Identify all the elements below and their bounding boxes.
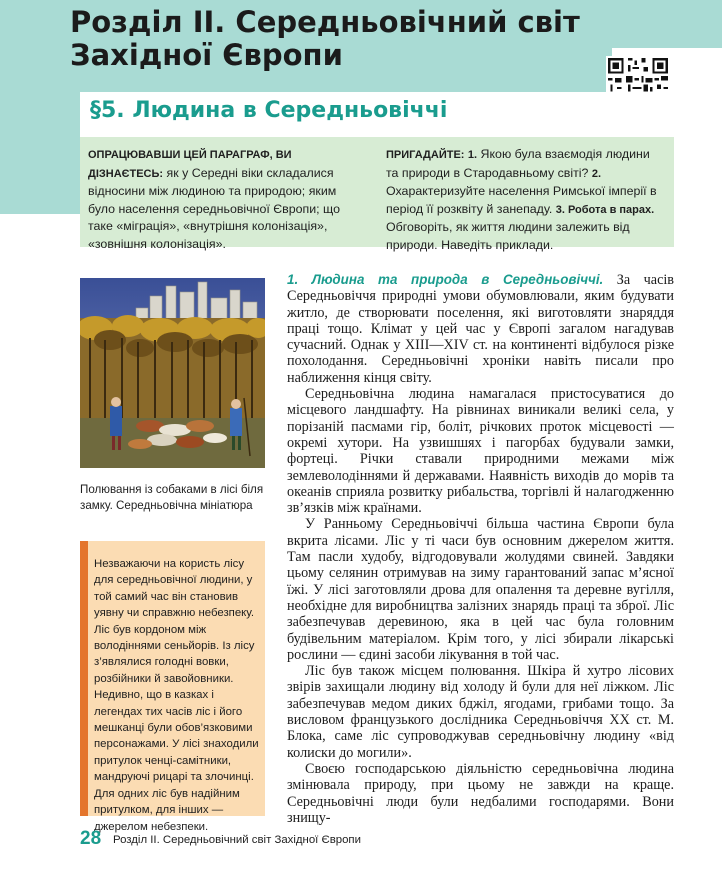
hunting-miniature-image bbox=[80, 278, 265, 468]
section-heading: 1. Людина та природа в Середньовіччі. bbox=[287, 272, 604, 287]
recall-q1-number: 1. bbox=[467, 149, 478, 161]
main-paragraph-5: Своєю господарською діяльністю середньовічна людина змінювала природу, при цьому не завжди на краще. Середньовічні люди були недбалими господарями. Вони знищу- bbox=[287, 760, 674, 826]
intro-learn-text: як у Середні віки складалися відносини між людиною та природою; яким було населення середньовічної Європи; що таке «міграція», «внутрішня колонізація», «зовнішня колонізація». bbox=[88, 165, 340, 251]
intro-learn-block bbox=[88, 146, 366, 254]
sidebar-text: Незважаючи на користь лісу для середньовічної людини, у той самий час він становив уявну чи справжню небезпеку. Ліс був кордоном між володіннями сеньйорів. Із лісу з’являлися голодні вовки, розбійники й завойовники. Недивно, що в казках і легендах тих часів ліс і його мешканці були обов’язковими персонажами. У лісі знаходили притулок ченці-самітники, мандруючі рицарі та злочинці. Для одних ліс був надійним притулком, для інших — джерелом небезпеки. bbox=[94, 558, 259, 833]
main-paragraph-3: У Ранньому Середньовіччі більша частина Європи була вкрита лісами. Ліс у ті часи був основним джерелом життя. Там пасли худобу, відгодовували жолудями свиней. Завдяки цьому селянин отримував на зиму гарантований запас м’ясної їжі. У лісі заготовляли дрова для опалення та деревне вугілля, необхідне для виробництва залізних знарядь праці та зброї. Ліс забезпечував деревиною, яка в цей час була головним будівельним матеріалом. Крім того, у лісі збирали лікарські рослини — єдині засоби лікування в той час. bbox=[287, 516, 674, 663]
figure-caption: Полювання із собаками в лісі біля замку. Середньовічна мініатюра bbox=[80, 483, 264, 512]
recall-q3-label: 3. Робота в парах. bbox=[555, 203, 655, 216]
intro-learn-label: ОПРАЦЮВАВШИ ЦЕЙ ПАРАГРАФ, ВИ ДІЗНАЄТЕСЬ: bbox=[88, 149, 292, 180]
paragraph-1-text: За часів Середньовіччя природні умови обумовлювали, яким будувати житло, де створювати поселення, які виготовляти знаряддя праці тощо. Клімат у цей час у Європі загалом нагадував сучасний. Однак у XIII—XIV ст. на континенті відбулося різке похолодання. Середньовічні хроніки навіть писали про наближення кінця світу. bbox=[287, 272, 675, 386]
recall-q2: Охарактеризуйте населення Римської імперії в період її розквіту й занепаду. bbox=[386, 184, 657, 216]
chapter-title: Розділ ІІ. Середньовічний світ Західної Європи bbox=[70, 5, 580, 72]
intro-recall-block bbox=[386, 146, 664, 255]
sidebar-accent-bar bbox=[80, 541, 88, 816]
main-paragraph-2: Середньовічна людина намагалася пристосуватися до місцевого ландшафту. На рівнинах виникали великі села, у порізаній пасмами гір, боліт, річкових проток місцевості — окремі хутори. На узвишшях і пагорбах будували замки, фортеці. Річки ставали природними межами між землеволодіннями й державами. Наявність виходів до морів та океанів сприяла розвитку рибальства, торгівлі й налагодженню зв’язків між країнами. bbox=[287, 386, 674, 517]
recall-q2-number: 2. bbox=[591, 167, 602, 180]
main-paragraph-1 bbox=[287, 272, 674, 386]
page-number: 28 bbox=[80, 828, 102, 849]
main-paragraph-4: Ліс був також місцем полювання. Шкіра й хутро лісових звірів захищали людину від холоду й були для неї ліжком. Ліс забезпечував медом диких бджіл, ягодами, грибами тощо. За висловом французького дослідника Середньовіччя XX ст. М. Блока, саме ліс супроводжував середньовічну людину «від колиски до могили». bbox=[287, 663, 674, 761]
header-notch-top bbox=[612, 0, 722, 48]
recall-q3: Обговоріть, як життя людини залежить від природи. Наведіть приклади. bbox=[386, 220, 630, 252]
running-title: Розділ ІІ. Середньовічний світ Західної Європи bbox=[113, 834, 361, 846]
main-text bbox=[287, 272, 674, 826]
paragraph-title: §5. Людина в Середньовіччі bbox=[90, 98, 448, 123]
intro-recall-label: ПРИГАДАЙТЕ: bbox=[386, 149, 465, 161]
recall-q1: Якою була взаємодія людини та природи в Стародавньому світі? bbox=[386, 147, 650, 180]
